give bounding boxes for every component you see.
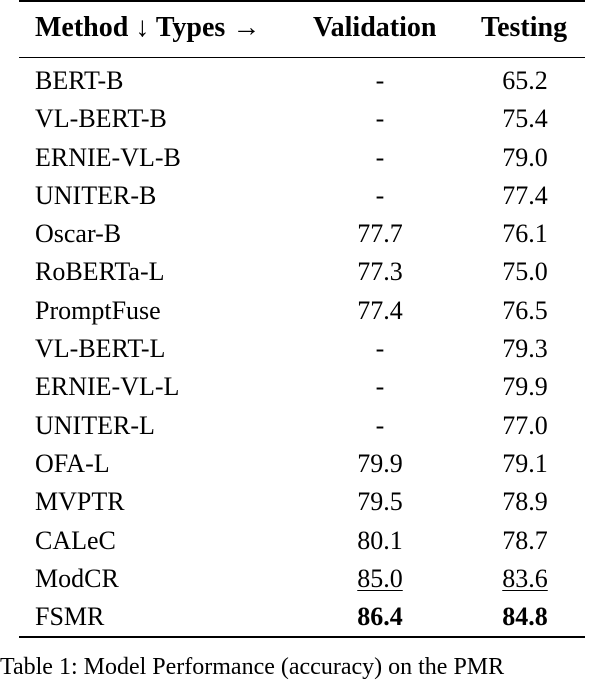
testing-cell: 79.9 — [502, 372, 548, 402]
testing-cell: 79.1 — [502, 448, 548, 478]
table-row — [19, 407, 585, 445]
testing-cell: 65.2 — [502, 66, 548, 95]
table-body — [19, 62, 585, 636]
table-row — [19, 483, 585, 521]
method-cell: BERT-B — [35, 66, 124, 95]
method-cell: CALeC — [35, 525, 116, 555]
testing-cell: 77.4 — [502, 180, 548, 210]
method-cell: UNITER-B — [35, 180, 157, 210]
table-row — [19, 522, 585, 560]
testing-cell: 77.0 — [502, 410, 548, 440]
table-row — [19, 215, 585, 253]
testing-cell: 76.1 — [502, 219, 548, 249]
testing-cell: 76.5 — [502, 295, 548, 325]
table-caption: Table 1: Model Performance (accuracy) on the PMR — [0, 654, 505, 680]
table-row — [19, 100, 585, 138]
method-cell: MVPTR — [35, 487, 125, 517]
validation-cell: - — [375, 142, 385, 172]
validation-cell: 80.1 — [357, 525, 403, 555]
top-rule — [19, 0, 585, 2]
table-row-second-best — [19, 560, 585, 598]
testing-cell-underlined: 83.6 — [502, 563, 548, 593]
header-method: Method ↓ Types → — [35, 12, 261, 43]
table-row — [19, 368, 585, 406]
validation-cell: 77.4 — [357, 295, 403, 325]
method-cell: ModCR — [35, 563, 119, 593]
method-cell: ERNIE-VL-L — [35, 372, 180, 402]
method-cell: OFA-L — [35, 448, 110, 478]
validation-cell: - — [375, 180, 385, 210]
table-header — [19, 6, 585, 50]
method-cell: VL-BERT-L — [35, 334, 166, 364]
validation-cell-bold: 86.4 — [357, 602, 403, 632]
table-row — [19, 253, 585, 291]
testing-cell-bold: 84.8 — [502, 602, 548, 632]
testing-cell: 78.9 — [502, 487, 548, 517]
testing-cell: 75.0 — [502, 257, 548, 287]
validation-cell-underlined: 85.0 — [357, 563, 403, 593]
method-cell: PromptFuse — [35, 295, 161, 325]
table-row — [19, 177, 585, 215]
validation-cell: - — [375, 334, 385, 364]
bottom-rule — [19, 636, 585, 638]
validation-cell: - — [375, 104, 385, 134]
method-cell: ERNIE-VL-B — [35, 142, 181, 172]
table-row — [19, 139, 585, 177]
testing-cell: 75.4 — [502, 104, 548, 134]
table-row-best — [19, 598, 585, 636]
validation-cell: 79.9 — [357, 448, 403, 478]
validation-cell: 77.3 — [357, 257, 403, 287]
testing-cell: 79.0 — [502, 142, 548, 172]
method-cell: Oscar-B — [35, 219, 122, 249]
header-rule — [19, 57, 585, 58]
table-row — [19, 330, 585, 368]
validation-cell: 77.7 — [357, 219, 403, 249]
header-validation: Validation — [313, 12, 437, 43]
testing-cell: 79.3 — [502, 334, 548, 364]
validation-cell: 79.5 — [357, 487, 403, 517]
validation-cell: - — [375, 66, 385, 95]
table-row — [19, 62, 585, 100]
validation-cell: - — [375, 410, 385, 440]
method-cell: RoBERTa-L — [35, 257, 165, 287]
table-row — [19, 292, 585, 330]
method-cell: UNITER-L — [35, 410, 155, 440]
testing-cell: 78.7 — [502, 525, 548, 555]
header-testing: Testing — [481, 12, 568, 43]
validation-cell: - — [375, 372, 385, 402]
table-row — [19, 445, 585, 483]
method-cell: VL-BERT-B — [35, 104, 167, 134]
method-cell: FSMR — [35, 602, 105, 632]
